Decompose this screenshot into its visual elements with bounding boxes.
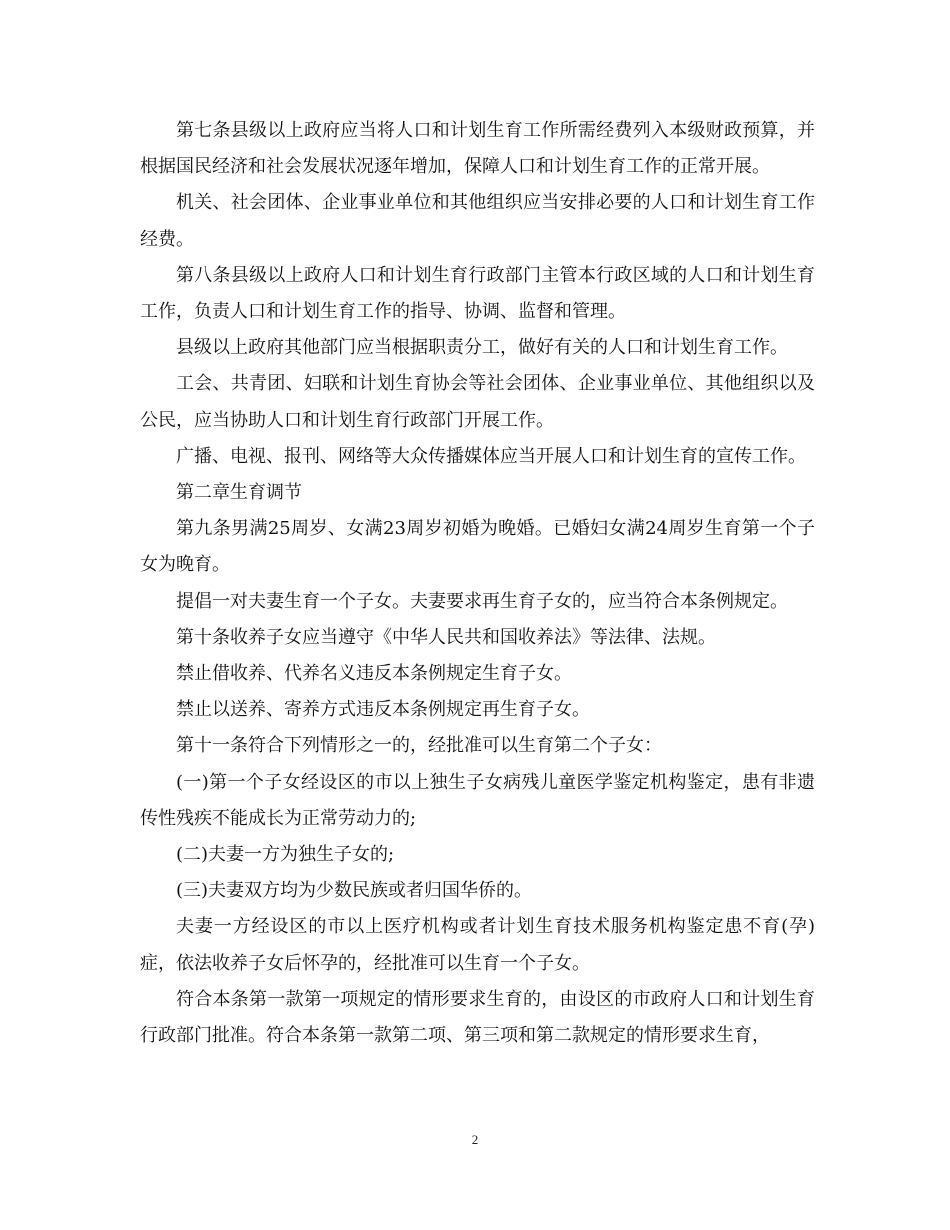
paragraph: 第十条收养子女应当遵守《中华人民共和国收养法》等法律、法规。 [176, 626, 716, 648]
page-number: 2 [471, 1132, 479, 1147]
list-item: (三)夫妻双方均为少数民族或者归国华侨的。 [176, 880, 533, 902]
paragraph: 广播、电视、报刊、网络等大众传播媒体应当开展人口和计划生育的宣传工作。 [176, 445, 806, 467]
paragraph: 第七条县级以上政府应当将人口和计划生育工作所需经费列入本级财政预算，并根据国民经济和社会发展状况逐年增加，保障人口和计划生育工作的正常开展。 [140, 120, 815, 178]
paragraph: 提倡一对夫妻生育一个子女。夫妻要求再生育子女的，应当符合本条例规定。 [176, 590, 788, 612]
paragraph: 第九条男满25周岁、女满23周岁初婚为晚婚。已婚妇女满24周岁生育第一个子女为晚育。 [140, 518, 815, 576]
paragraph: 夫妻一方经设区的市以上医疗机构或者计划生育技术服务机构鉴定患不育(孕)症，依法收养子女后怀孕的，经批准可以生育一个子女。 [140, 916, 815, 974]
list-item: (一)第一个子女经设区的市以上独生子女病残儿童医学鉴定机构鉴定，患有非遗传性残疾不能成长为正常劳动力的; [140, 771, 815, 829]
paragraph: 禁止以送养、寄养方式违反本条例规定再生育子女。 [176, 699, 590, 721]
paragraph: 县级以上政府其他部门应当根据职责分工，做好有关的人口和计划生育工作。 [176, 337, 788, 359]
paragraph: 第十一条符合下列情形之一的，经批准可以生育第二个子女： [176, 735, 662, 757]
paragraph: 禁止借收养、代养名义违反本条例规定生育子女。 [176, 663, 572, 685]
list-item: (二)夫妻一方为独生子女的; [176, 844, 395, 866]
paragraph: 符合本条第一款第一项规定的情形要求生育的，由设区的市政府人口和计划生育行政部门批准。符合本条第一款第二项、第三项和第二款规定的情形要求生育， [140, 988, 815, 1047]
paragraph: 第八条县级以上政府人口和计划生育行政部门主管本行政区域的人口和计划生育工作，负责人口和计划生育工作的指导、协调、监督和管理。 [140, 264, 815, 323]
paragraph: 工会、共青团、妇联和计划生育协会等社会团体、企业事业单位、其他组织以及公民，应当协助人口和计划生育行政部门开展工作。 [140, 373, 815, 431]
paragraph: 机关、社会团体、企业事业单位和其他组织应当安排必要的人口和计划生育工作经费。 [140, 192, 815, 250]
chapter-heading: 第二章生育调节 [176, 482, 302, 504]
document-body [140, 113, 815, 1054]
